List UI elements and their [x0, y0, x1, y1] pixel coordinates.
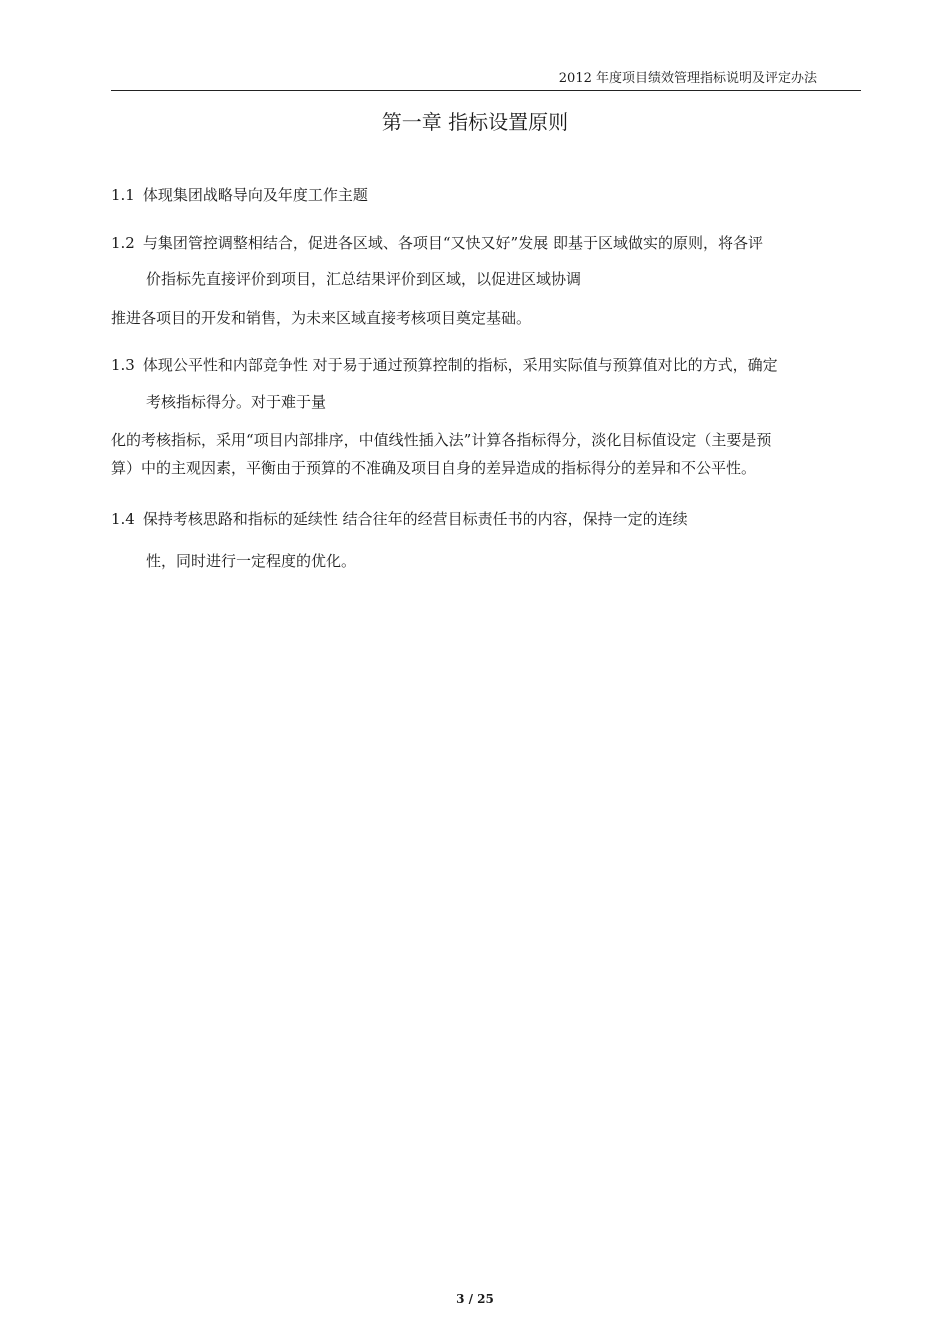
section-1-1-line-1	[111, 184, 368, 206]
section-text: 体现集团战略导向及年度工作主题	[142, 186, 368, 204]
chapter-title: 第一章 指标设置原则	[381, 110, 569, 134]
section-number: 1.1	[111, 186, 135, 204]
section-1-4-line-1	[111, 508, 688, 530]
section-1-3-line-2: 考核指标得分。对于难于量	[146, 393, 327, 411]
section-number: 1.2	[111, 234, 135, 252]
section-1-2-line-2: 价指标先直接评价到项目，汇总结果评价到区域，以促进区域协调	[146, 270, 582, 288]
section-number: 1.4	[111, 510, 135, 528]
section-1-3-line-1	[111, 354, 778, 376]
section-1-3-line-4: 算）中的主观因素，平衡由于预算的不准确及项目自身的差异造成的指标得分的差异和不公平性。	[111, 459, 757, 477]
section-1-2-line-1	[111, 232, 763, 254]
section-1-3-line-3: 化的考核指标，采用“项目内部排序，中值线性插入法”计算各指标得分，淡化目标值设定（主要是预	[111, 431, 772, 449]
section-1-2-line-3: 推进各项目的开发和销售，为未来区域直接考核项目奠定基础。	[111, 309, 532, 327]
section-1-4-line-2: 性，同时进行一定程度的优化。	[146, 552, 357, 570]
section-text: 体现公平性和内部竞争性 对于易于通过预算控制的指标，采用实际值与预算值对比的方式，确定	[142, 356, 778, 374]
page-header	[111, 70, 861, 91]
header-title: 2012 年度项目绩效管理指标说明及评定办法	[558, 71, 817, 86]
section-text: 保持考核思路和指标的延续性 结合往年的经营目标责任书的内容，保持一定的连续	[142, 510, 688, 528]
section-number: 1.3	[111, 356, 135, 374]
section-text: 与集团管控调整相结合，促进各区域、各项目“又快又好”发展 即基于区域做实的原则，将各评	[142, 234, 763, 252]
page-number: 3 / 25	[456, 1292, 494, 1306]
